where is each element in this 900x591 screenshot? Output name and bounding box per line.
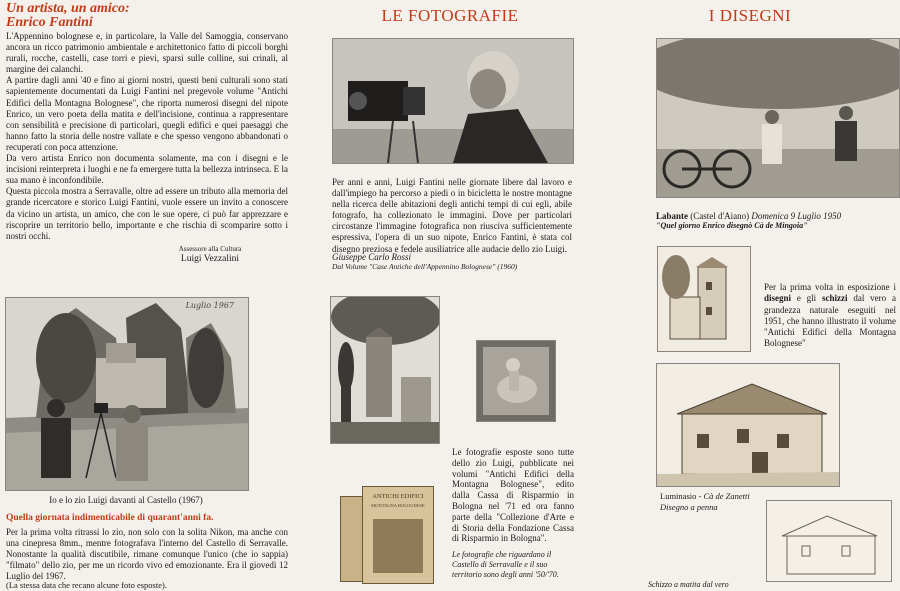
photo-bas-relief [476, 340, 556, 422]
fotografie-text: Per anni e anni, Luigi Fantini nelle giornate libere dal lavoro e dall'impiego ha percorso a piedi o in bicicletta le nostre montagne nella ricerca delle abitazioni degli antichi tempi di cui egli, abile fotografo, ha collezionato le immagini. Dove per particolari circostanze l'immagine fotografica non riusciva sufficientemente espressiva, l'opera di un suo nipote, Enrico Fantini, è stata col disegno preziosa e fedele ausiliatrice alle audacie dello zio Luigi. [332, 177, 572, 254]
fotografie-collection-note: Le fotografie che riguardano il Castello di Serravalle e il suo territorio sono degli anni '50/'70. [452, 550, 559, 579]
subheading-anniversary: Quella giornata indimenticabile di quarant'anni fa. [6, 513, 214, 523]
expo-text-part: dal vero a grandezza naturale eseguiti nel 1951, che hanno illustrato il volume "Antichi Edifici della Montagna Bolognese" [764, 293, 896, 349]
disegni-expo-text [764, 282, 896, 350]
section-title-disegni: I DISEGNI [708, 6, 792, 25]
anniversary-text: Per la prima volta ritrassi lo zio, non solo con la solita Nikon, ma anche con una cinepresa 8mm., mentre fotografava l'interno del Castello di Serravalle. Nonostante la qualità discutibile, rimane comunque l'unico (che io sappia) "filmato" dello zio, per me un ricordo vivo ed emozionante. Era il giovedì 12 Luglio del 1967. [6, 527, 288, 582]
intro-paragraph: A partire dagli anni '40 e fino ai giorni nostri, questi beni culturali sono stati sapientemente documentati da Luigi Fantini nel pregevole volume "Antichi Edifici della Montagna Bolognese", che riporta numerosi disegni del nipote Enrico, un vero poeta della matita e dell'incisione, continua a rappresentare con sensibilità e precisione di particolari, quegli edifici e quei paesaggi che hanno fatto la storia delle nostre vallate e che spesso vengono abbandonati o recuperati con poca attenzione. [6, 75, 288, 152]
intro-paragraph: L'Appennino bolognese e, in particolare, la Valle del Samoggia, conservano ancora un ricco patrimonio ambientale e architettonico fatto di piccoli borghi rurali, rocche, castelli, case torri e pievi, sparsi sulle colline, sui crinali, al margine dei calanchi. [6, 31, 288, 75]
caption-zanetti [660, 491, 750, 501]
signature-role: Assessore alla Cultura [178, 245, 242, 253]
book-cover-front [362, 486, 434, 584]
column-disegni [600, 0, 900, 591]
photo-labante-1950 [656, 38, 900, 198]
fotografie-author: Giuseppe Carlo Rossi [332, 252, 412, 262]
intro-body [6, 31, 288, 242]
caption-labante [656, 211, 896, 221]
photo-castello-1967 [5, 297, 249, 491]
intro-heading-2: Enrico Fantini [6, 15, 93, 30]
intro-paragraph: Da vero artista Enrico non documenta solamente, ma con i disegni e le incisioni reinterpreta i luoghi e ne fa emergere tutta la bellezza intrinseca. E la sua mano è inconfondibile. [6, 153, 288, 186]
book-title: ANTICHI EDIFICI [372, 493, 424, 500]
column-fotografie [300, 0, 600, 591]
caption-zanetti-name: Cà de Zanetti [703, 491, 750, 501]
column-intro [0, 0, 300, 591]
expo-text-part: e gli [791, 293, 823, 304]
photo-handwriting: Luglio 1967 [185, 301, 234, 310]
caption-zanetti-technique: Disegno a penna [660, 502, 718, 512]
drawing-tower-house [657, 246, 751, 352]
signature-name: Luigi Vezzalini [180, 254, 240, 264]
book-covers [340, 486, 436, 584]
caption-zanetti-place: Luminasio - [660, 491, 704, 501]
fotografie-collection-text: Le fotografie esposte sono tutte dello zio Luigi, pubblicate nei volumi "Antichi Edifici della Montagna Bolognese", edito dalla Cassa di Risparmio in Bologna nel '71 ed ora fanno parte della "Collezione d'Arte e di Storia della Fondazione Cassa di Risparmio in Bologna". [452, 447, 574, 544]
book-cover-image [373, 519, 423, 573]
photo-caption-1967: Io e lo zio Luigi davanti al Castello (1967) [49, 495, 203, 505]
expo-bold-disegni: disegni [764, 293, 792, 304]
intro-paragraph: Questa piccola mostra a Serravalle, oltre ad essere un tributo alla memoria del grande ricercatore e storico Luigi Fantini, vuole essere un invito a conoscere da vicino un artista, un amico, che con le sue opere, ci può far apprezzare e riscoprire un territorio bello, importante e che rischia di scomparire sotto i nostri occhi. [6, 186, 288, 241]
caption-labante-area: (Castel d'Aiano) [688, 211, 752, 221]
drawing-pencil-sketch [766, 500, 892, 582]
photo-castle-tower [330, 296, 440, 444]
book-subtitle: MONTAGNA BOLOGNESE [371, 503, 425, 508]
drawing-ca-de-zanetti [656, 363, 840, 487]
expo-bold-schizzi: schizzi [822, 293, 848, 304]
anniversary-note: (La stessa data che recano alcune foto esposte). [6, 580, 167, 590]
fotografie-source: Dal Volume "Case Antiche dell'Appennino Bolognese" (1960) [332, 262, 518, 271]
caption-labante-quote: "Quel giorno Enrico disegnò Cà de Mingoia" [656, 221, 808, 230]
caption-labante-date: Domenica 9 Luglio 1950 [751, 211, 842, 221]
expo-text-part: Per la prima volta in esposizione i [764, 282, 896, 292]
caption-labante-place: Labante [656, 211, 689, 221]
caption-pencil-sketch: Schizzo a matita dal vero [648, 580, 729, 589]
photo-luigi-camera [332, 38, 574, 164]
section-title-fotografie: LE FOTOGRAFIE [381, 6, 519, 25]
intro-heading-1: Un artista, un amico: [6, 1, 130, 16]
